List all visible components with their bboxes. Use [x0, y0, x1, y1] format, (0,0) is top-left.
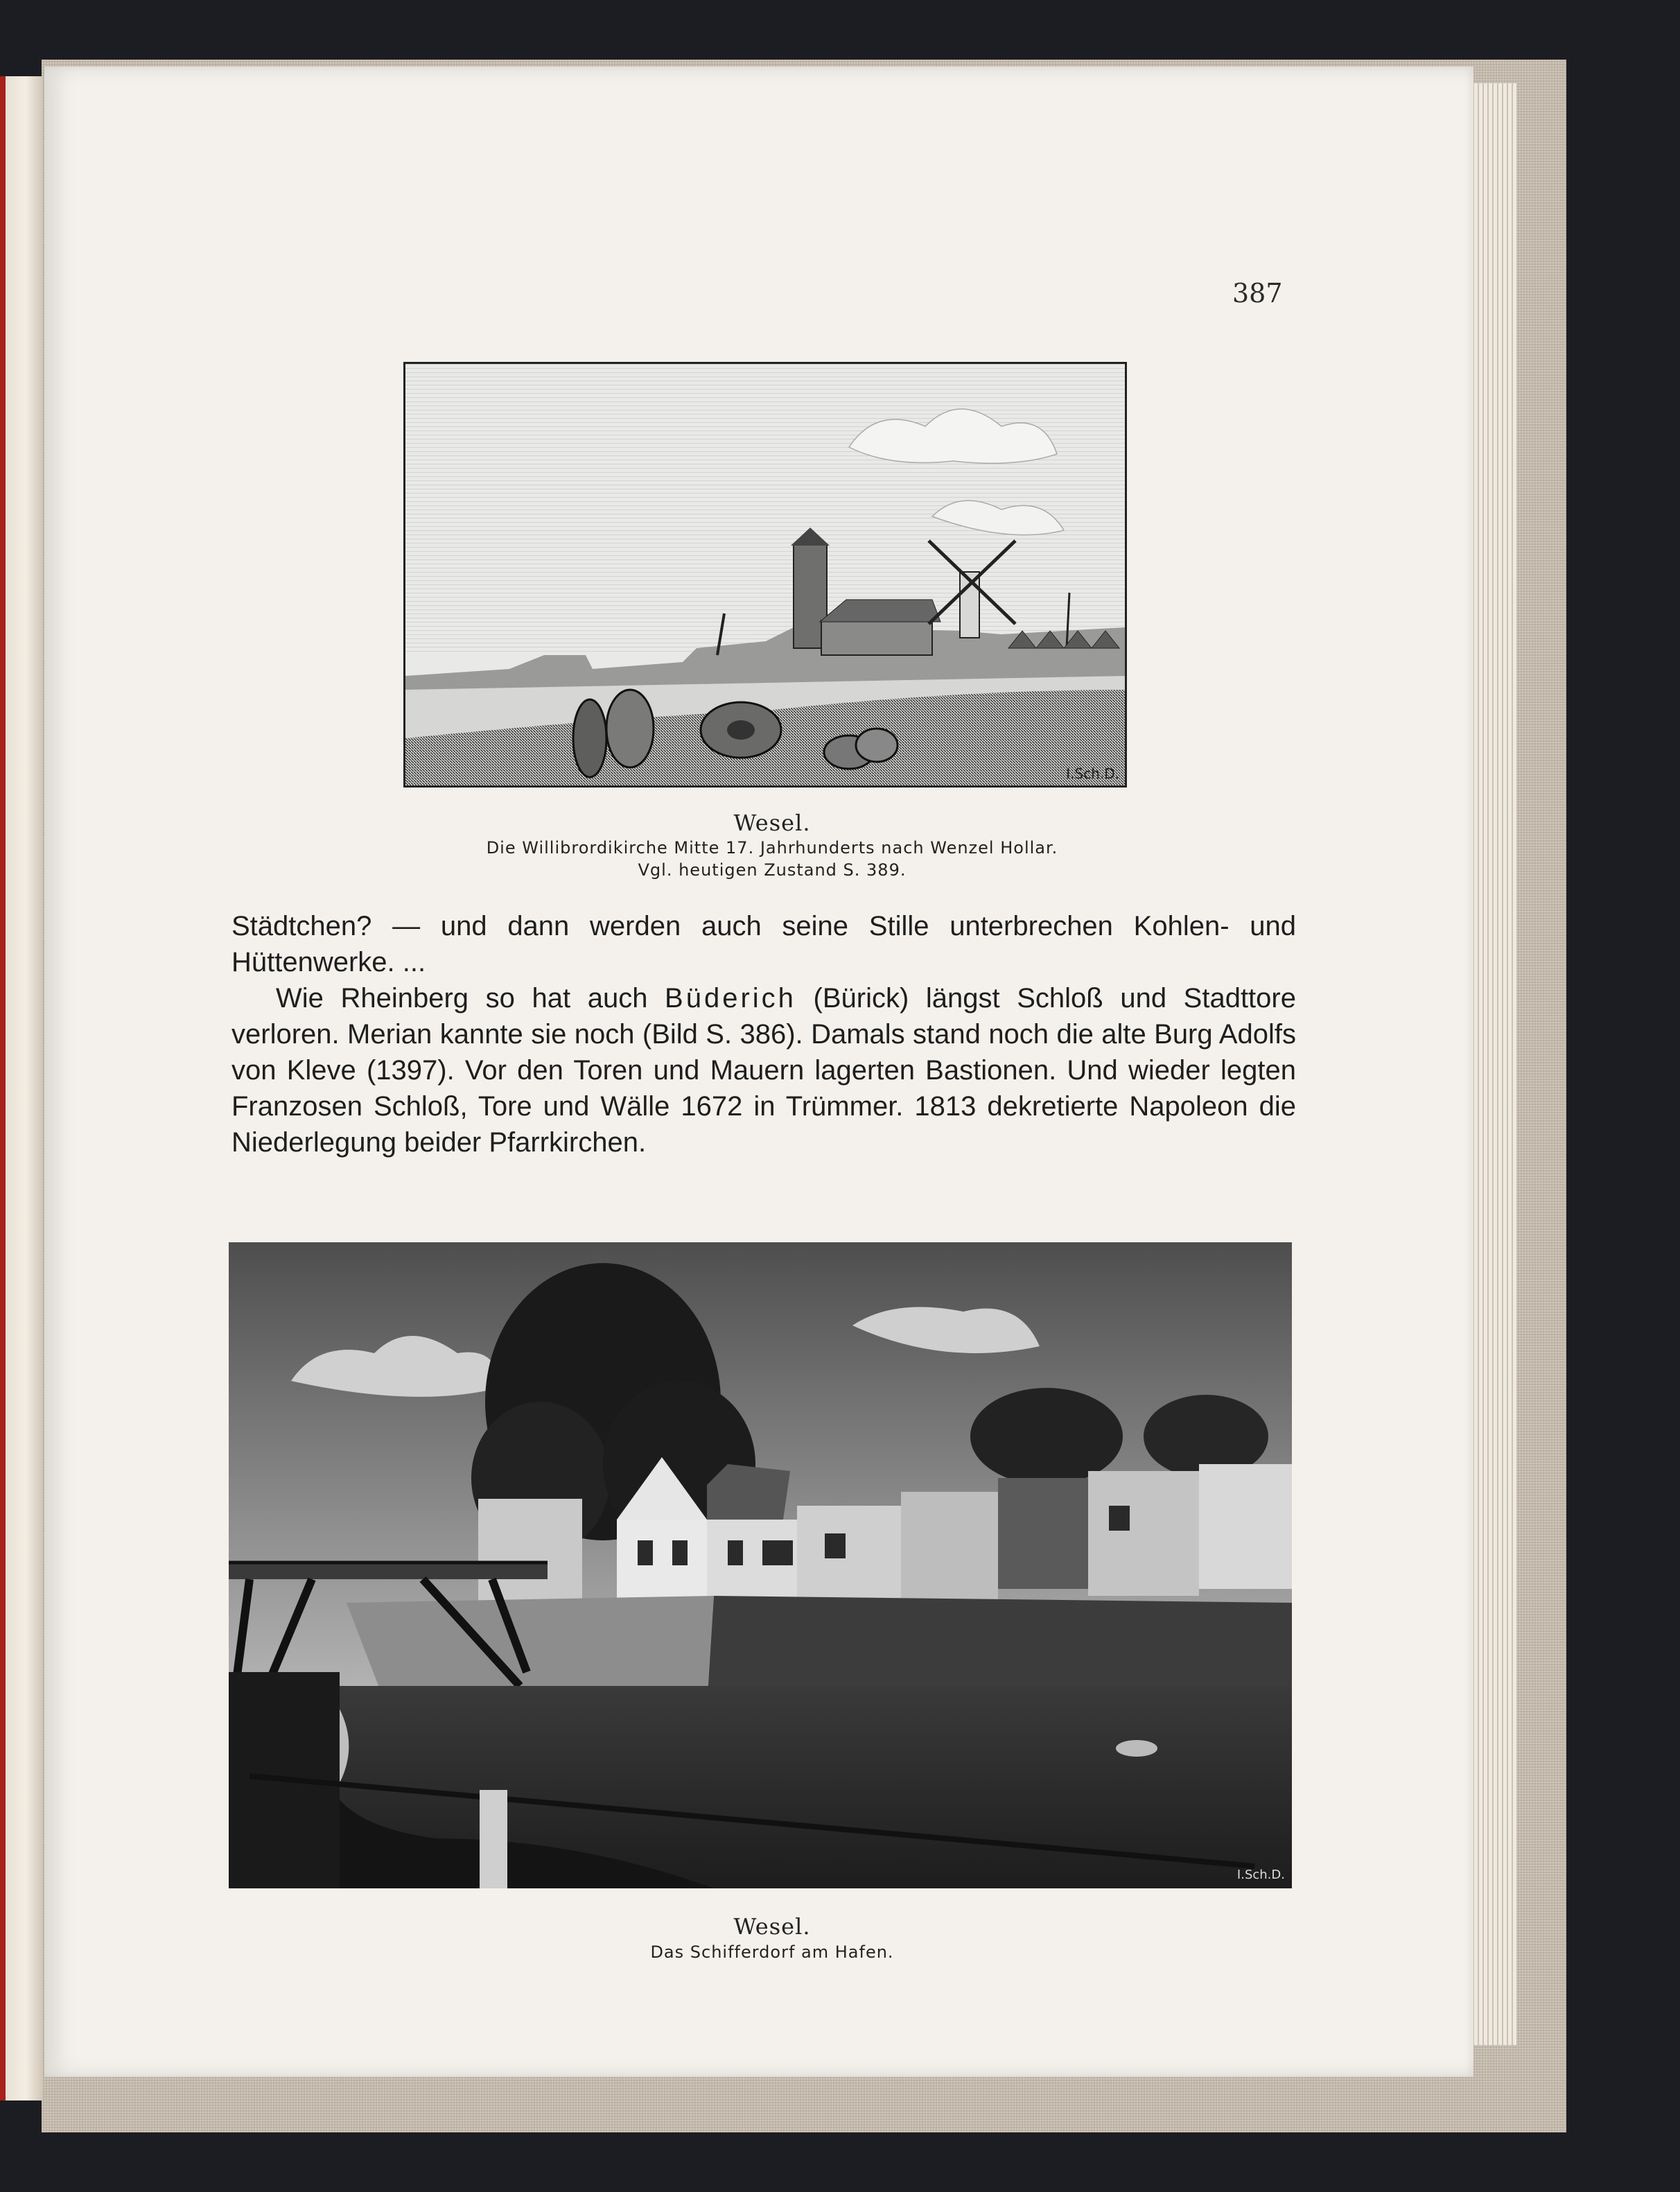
paragraph-1: Städtchen? — und dann werden auch seine Stille unterbrechen Kohlen- und Hüttenwerke. ... — [231, 911, 1296, 977]
figure-bottom-caption-line1: Das Schifferdorf am Hafen. — [650, 1942, 894, 1962]
paragraph-2-start: Wie Rheinberg so hat auch — [276, 983, 665, 1014]
figure-bottom-caption-title: Wesel. — [733, 1913, 811, 1940]
engraving-willibrordikirche — [403, 362, 1127, 788]
paragraph-2 — [231, 980, 1296, 1160]
engraving-illustration — [405, 364, 1125, 785]
page-stack-edge — [1469, 83, 1516, 2045]
body-text — [231, 908, 1296, 1160]
left-page-edge — [0, 76, 43, 2100]
figure-top-caption-line2: Vgl. heutigen Zustand S. 389. — [638, 860, 907, 880]
engraving-signature: I.Sch.D. — [1066, 765, 1119, 782]
book-page — [44, 67, 1473, 2077]
page-number: 387 — [1232, 278, 1283, 308]
figure-top-caption-title: Wesel. — [733, 810, 811, 836]
photo-signature: I.Sch.D. — [1236, 1868, 1285, 1882]
paragraph-2-place: Büderich — [665, 983, 796, 1014]
figure-top-caption-line1: Die Willibrordikirche Mitte 17. Jahrhunderts nach Wenzel Hollar. — [486, 838, 1058, 858]
left-page-rim — [0, 76, 6, 2100]
paragraph-2-rest: (Bürick) längst Schloß und Stadttore verloren. Merian kannte sie noch (Bild S. 386). Damals stand noch die alte Burg Adolfs von Kleve (1397). Vor den Toren und Mauern lagerten Bastionen. Und wieder legten Franzosen Schloß, Tore und Wälle 1672 in Trümmer. 1813 dekretierte Napoleon die Niederlegung beider Pfarrkirchen. — [231, 983, 1296, 1158]
photo-illustration — [229, 1242, 1292, 1888]
photo-schifferdorf — [229, 1242, 1292, 1888]
